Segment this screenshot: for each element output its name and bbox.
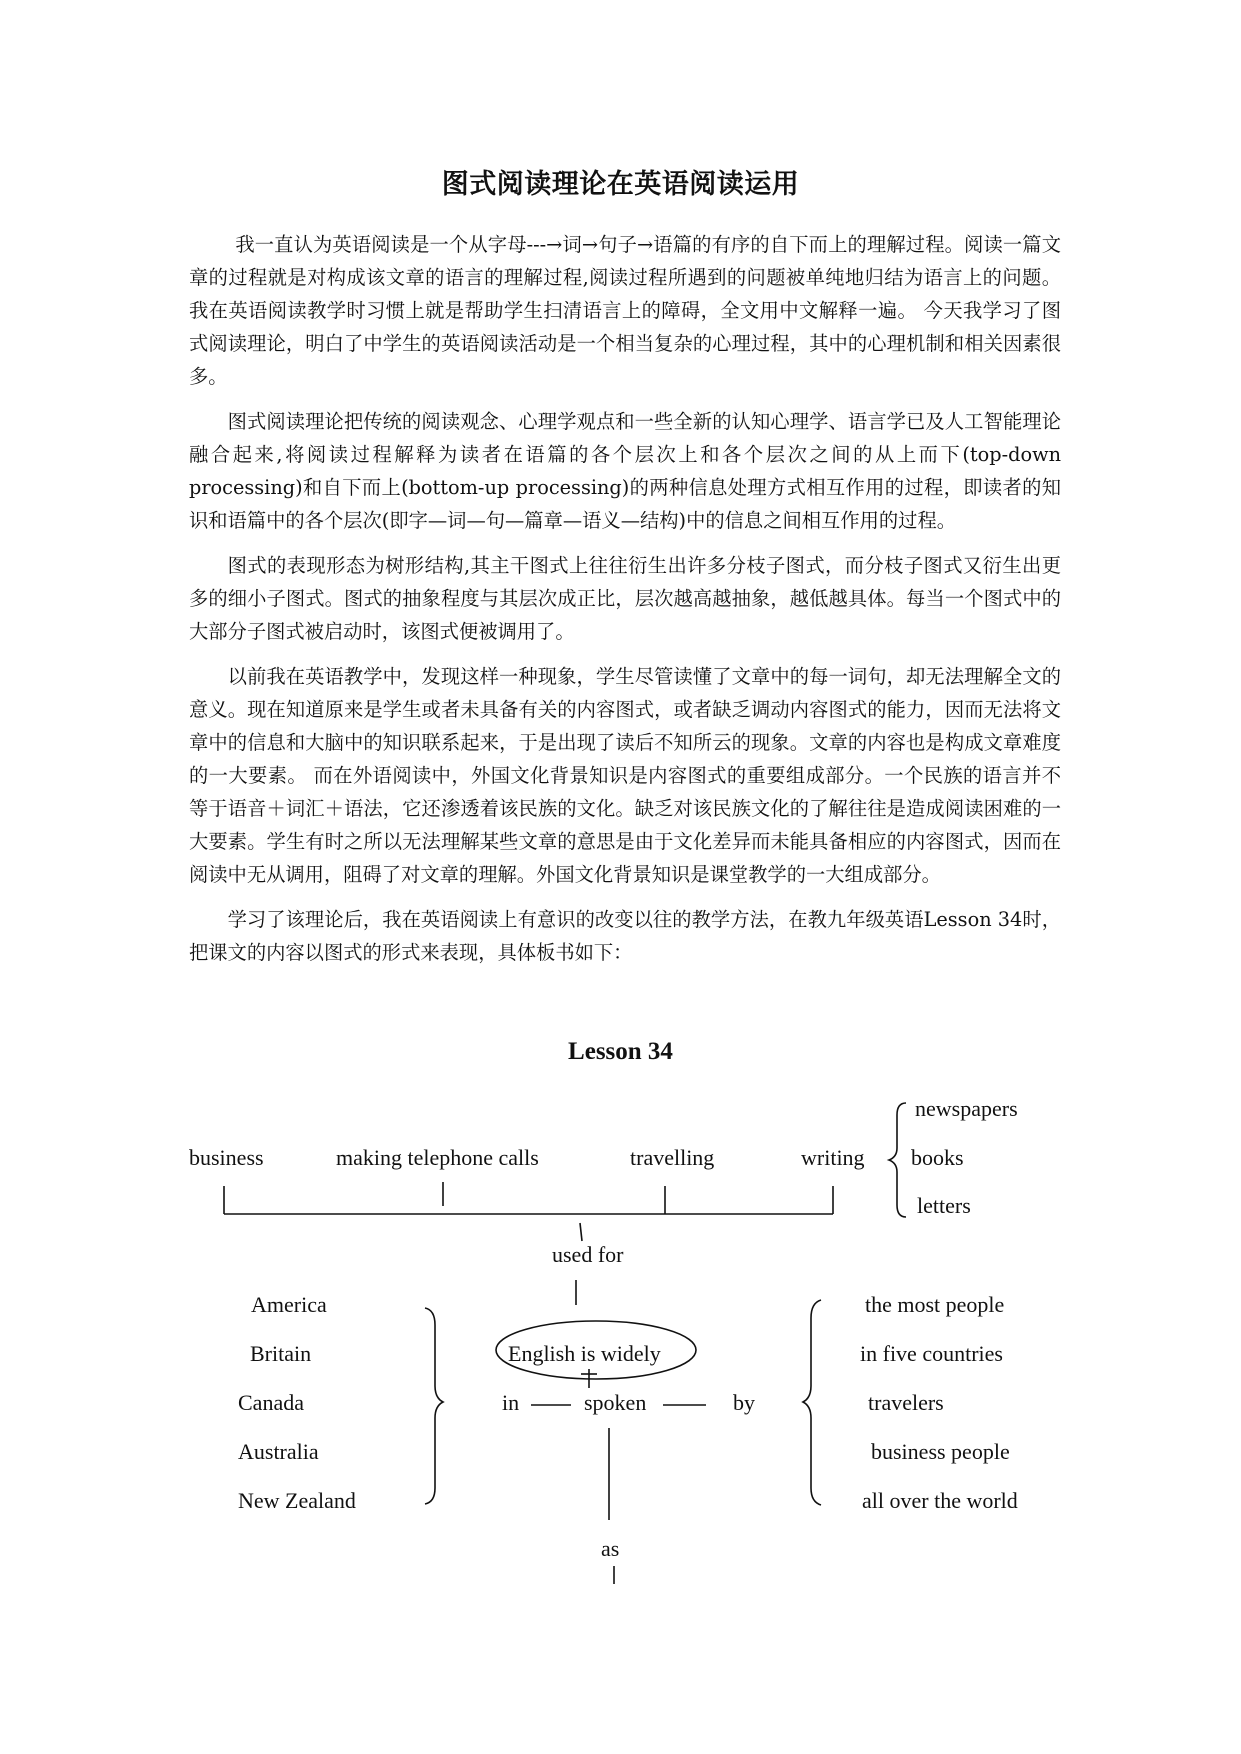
- writing-item-books: books: [911, 1145, 964, 1170]
- speaker-all-over-world: all over the world: [862, 1488, 1018, 1513]
- country-america: America: [251, 1292, 327, 1317]
- as-label: as: [601, 1536, 620, 1561]
- use-telephone: making telephone calls: [336, 1145, 539, 1170]
- country-canada: Canada: [238, 1390, 304, 1415]
- speakers-brace: [803, 1300, 821, 1505]
- spoken-label: spoken: [584, 1390, 647, 1415]
- diagram-heading: Lesson 34: [568, 1038, 673, 1065]
- use-business: business: [189, 1145, 264, 1170]
- paragraph-5: 学习了该理论后，我在英语阅读上有意识的改变以往的教学方法，在教九年级英语Lesson 34时，把课文的内容以图式的形式来表现，具体板书如下：: [189, 908, 1061, 964]
- country-new-zealand: New Zealand: [238, 1488, 356, 1513]
- connector-up: [580, 1223, 582, 1241]
- in-label: in: [502, 1390, 520, 1415]
- writing-item-newspapers: newspapers: [915, 1096, 1018, 1121]
- writing-brace: [889, 1103, 906, 1217]
- country-britain: Britain: [250, 1341, 312, 1366]
- center-phrase: English is widely: [508, 1341, 661, 1366]
- use-writing: writing: [801, 1145, 865, 1170]
- writing-item-letters: letters: [917, 1193, 971, 1218]
- speaker-five-countries: in five countries: [860, 1341, 1003, 1366]
- document-title: 图式阅读理论在英语阅读运用: [441, 169, 800, 200]
- use-travelling: travelling: [630, 1145, 715, 1170]
- used-for-label: used for: [552, 1242, 624, 1267]
- countries-brace: [425, 1308, 443, 1504]
- by-label: by: [733, 1390, 755, 1415]
- country-australia: Australia: [238, 1439, 319, 1464]
- speaker-most-people: the most people: [865, 1292, 1005, 1317]
- speaker-travelers: travelers: [868, 1390, 944, 1415]
- speaker-business-people: business people: [871, 1439, 1010, 1464]
- paragraph-2: 图式阅读理论把传统的阅读观念、心理学观点和一些全新的认知心理学、语言学已及人工智能理论融合起来,将阅读过程解释为读者在语篇的各个层次上和各个层次之间的从上而下(top-down processing)和自下而上(bottom-up processing)的两种信息处理方式相互作用的过程，即读者的知识和语篇中的各个层次(即字—词—句—篇章—语义—结构)中的信息之间相互作用的过程。: [189, 410, 1061, 532]
- paragraph-4: 以前我在英语教学中，发现这样一种现象，学生尽管读懂了文章中的每一词句，却无法理解全文的意义。现在知道原来是学生或者未具备有关的内容图式，或者缺乏调动内容图式的能力，因而无法将文章中的信息和大脑中的知识联系起来，于是出现了读后不知所云的现象。文章的内容也是构成文章难度的一大要素。 而在外语阅读中，外国文化背景知识是内容图式的重要组成部分。一个民族的语言并不等于语音＋词汇＋语法，它还渗透着该民族的文化。缺乏对该民族文化的了解往往是造成阅读困难的一大要素。学生有时之所以无法理解某些文章的意思是由于文化差异而未能具备相应的内容图式，因而在阅读中无从调用，阻碍了对文章的理解。外国文化背景知识是课堂教学的一大组成部分。: [189, 665, 1061, 886]
- paragraph-3: 图式的表现形态为树形结构,其主干图式上往往衍生出许多分枝子图式，而分枝子图式又衍生出更多的细小子图式。图式的抽象程度与其层次成正比，层次越高越抽象，越低越具体。每当一个图式中的大部分子图式被启动时，该图式便被调用了。: [189, 554, 1061, 643]
- paragraph-1: 我一直认为英语阅读是一个从字母---→词→句子→语篇的有序的自下而上的理解过程。阅读一篇文章的过程就是对构成该文章的语言的理解过程,阅读过程所遇到的问题被单纯地归结为语言上的问题。我在英语阅读教学时习惯上就是帮助学生扫清语言上的障碍，全文用中文解释一遍。 今天我学习了图式阅读理论，明白了中学生的英语阅读活动是一个相当复杂的心理过程，其中的心理机制和相关因素很多。: [189, 233, 1061, 388]
